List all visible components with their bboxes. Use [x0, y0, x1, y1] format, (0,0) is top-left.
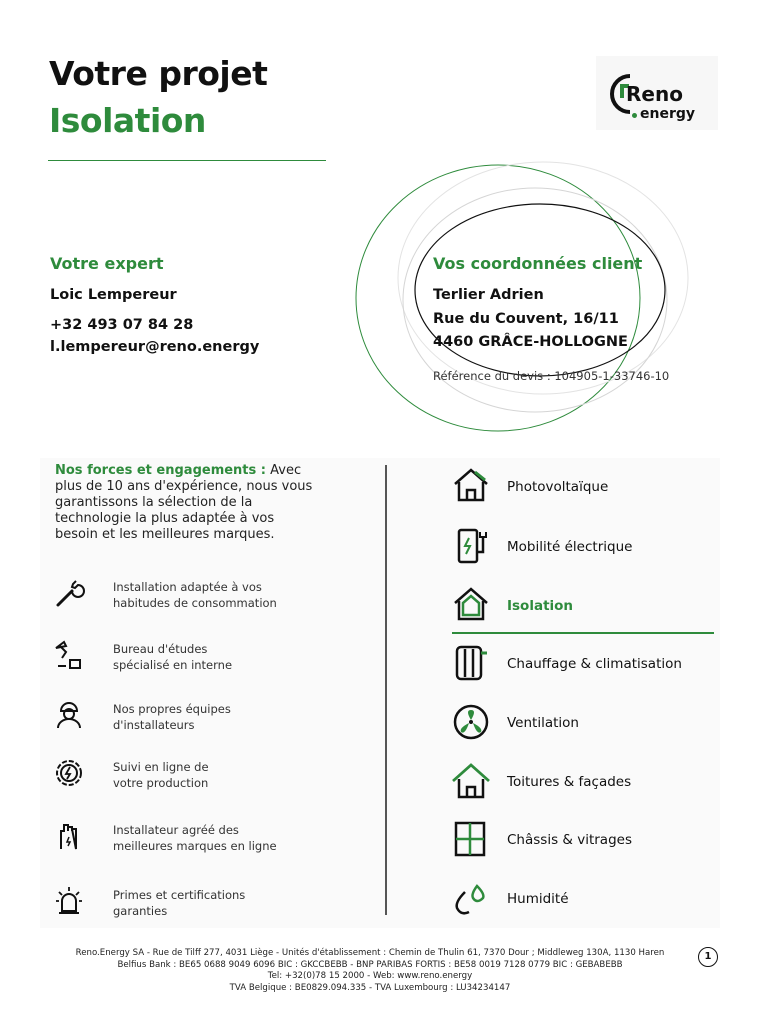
quote-reference: Référence du devis : 104905-1-33746-10	[433, 369, 670, 383]
strength-item-office	[52, 638, 86, 676]
service-label: Toitures & façades	[507, 774, 632, 790]
expert-phone[interactable]: +32 493 07 84 28	[50, 317, 194, 333]
logo-text-energy: energy	[640, 106, 696, 122]
service-roofing	[451, 761, 491, 805]
insulated-house-icon	[451, 585, 491, 625]
strength-line: habitudes de consommation	[113, 595, 277, 610]
service-label-active: Isolation	[507, 598, 574, 614]
page-number: 1	[698, 947, 718, 967]
solar-house-icon	[451, 466, 491, 506]
strength-item-grants	[52, 883, 86, 921]
service-label: Photovoltaïque	[507, 479, 609, 495]
page-title-line1: Votre projet	[49, 54, 268, 93]
droplets-icon	[451, 878, 491, 918]
ev-charger-icon	[451, 526, 491, 566]
page-title-line2: Isolation	[49, 101, 206, 140]
service-windows	[451, 819, 491, 863]
client-city: 4460 GRÂCE-HOLLOGNE	[433, 334, 628, 350]
strength-line: Primes et certifications	[113, 888, 246, 902]
strength-item-certified	[52, 819, 86, 857]
strength-line: spécialisé en interne	[113, 657, 233, 672]
radiator-icon	[451, 643, 491, 683]
strength-text-teams	[113, 702, 313, 733]
client-name: Terlier Adrien	[433, 287, 544, 303]
strength-item-install	[52, 577, 86, 615]
strength-line: Suivi en ligne de	[113, 760, 209, 774]
lamp-icon	[52, 638, 86, 672]
service-label: Ventilation	[507, 715, 579, 731]
gear-bolt-icon	[52, 756, 86, 790]
service-label: Châssis & vitrages	[507, 832, 632, 848]
strength-text-grants	[113, 888, 313, 919]
strength-line: Installation adaptée à vos	[113, 580, 262, 594]
service-photovoltaic	[451, 466, 491, 510]
expert-heading: Votre expert	[50, 254, 164, 273]
window-icon	[451, 819, 491, 859]
strengths-lead: Nos forces et engagements :	[55, 463, 266, 478]
company-logo	[596, 56, 718, 130]
strength-text-monitoring	[113, 760, 313, 791]
client-heading: Vos coordonnées client	[433, 254, 643, 273]
service-label: Chauffage & climatisation	[507, 656, 682, 672]
worker-icon	[52, 697, 86, 731]
footer-line: TVA Belgique : BE0829.094.335 - TVA Luxembourg : LU34234147	[229, 982, 511, 993]
logo-text-reno: Reno	[626, 82, 683, 106]
logo-dot	[632, 113, 637, 118]
service-ventilation	[451, 702, 491, 746]
expert-name: Loic Lempereur	[50, 287, 177, 303]
service-heating	[451, 643, 491, 687]
footer-line: Belfius Bank : BE65 0688 9049 6096 BIC : GKCCBEBB - BNP PARIBAS FORTIS : BE58 0019 7128 0779 BIC : GEBABEBB	[117, 959, 623, 970]
service-insulation	[451, 585, 491, 629]
footer-line: Reno.Energy SA - Rue de Tilff 277, 4031 Liège - Unités d'établissement : Chemin de Thulin 61, 7370 Dour ; Middleweg 130A, 1130 Haren	[75, 948, 665, 958]
strength-line: Bureau d'études	[113, 642, 208, 656]
strength-item-monitoring	[52, 756, 86, 794]
service-label: Mobilité électrique	[507, 539, 633, 555]
strengths-intro	[55, 463, 317, 543]
strength-text-certified	[113, 823, 313, 854]
strength-line: votre production	[113, 775, 209, 790]
service-humidity	[451, 878, 491, 922]
expert-email[interactable]: l.lempereur@reno.energy	[50, 339, 260, 355]
fan-icon	[451, 702, 491, 742]
strength-text-office	[113, 642, 313, 673]
wrench-icon	[52, 577, 86, 611]
strength-line: garanties	[113, 903, 168, 918]
hand-icon	[52, 819, 86, 853]
strengths-text: Avec plus de 10 ans d'expérience, nous vous garantissons la sélection de la technologie la plus adaptée à vos besoin et les meilleures marques.	[55, 463, 313, 542]
alarm-light-icon	[52, 883, 86, 917]
service-label: Humidité	[507, 891, 569, 907]
footer-line: Tel: +32(0)78 15 2000 - Web: www.reno.energy	[267, 971, 473, 981]
strength-line: d'installateurs	[113, 717, 195, 732]
decorative-circles	[350, 160, 730, 450]
column-divider	[385, 465, 387, 915]
strength-text-install	[113, 580, 313, 611]
client-street: Rue du Couvent, 16/11	[433, 311, 619, 327]
strength-line: Nos propres équipes	[113, 702, 231, 716]
strength-line: meilleures marques en ligne	[113, 838, 277, 853]
footer-legal	[40, 948, 700, 994]
service-ev	[451, 526, 491, 570]
roof-house-icon	[451, 761, 491, 801]
title-divider	[48, 160, 326, 161]
active-service-underline	[452, 632, 714, 634]
strength-item-teams	[52, 697, 86, 735]
strength-line: Installateur agréé des	[113, 823, 239, 837]
